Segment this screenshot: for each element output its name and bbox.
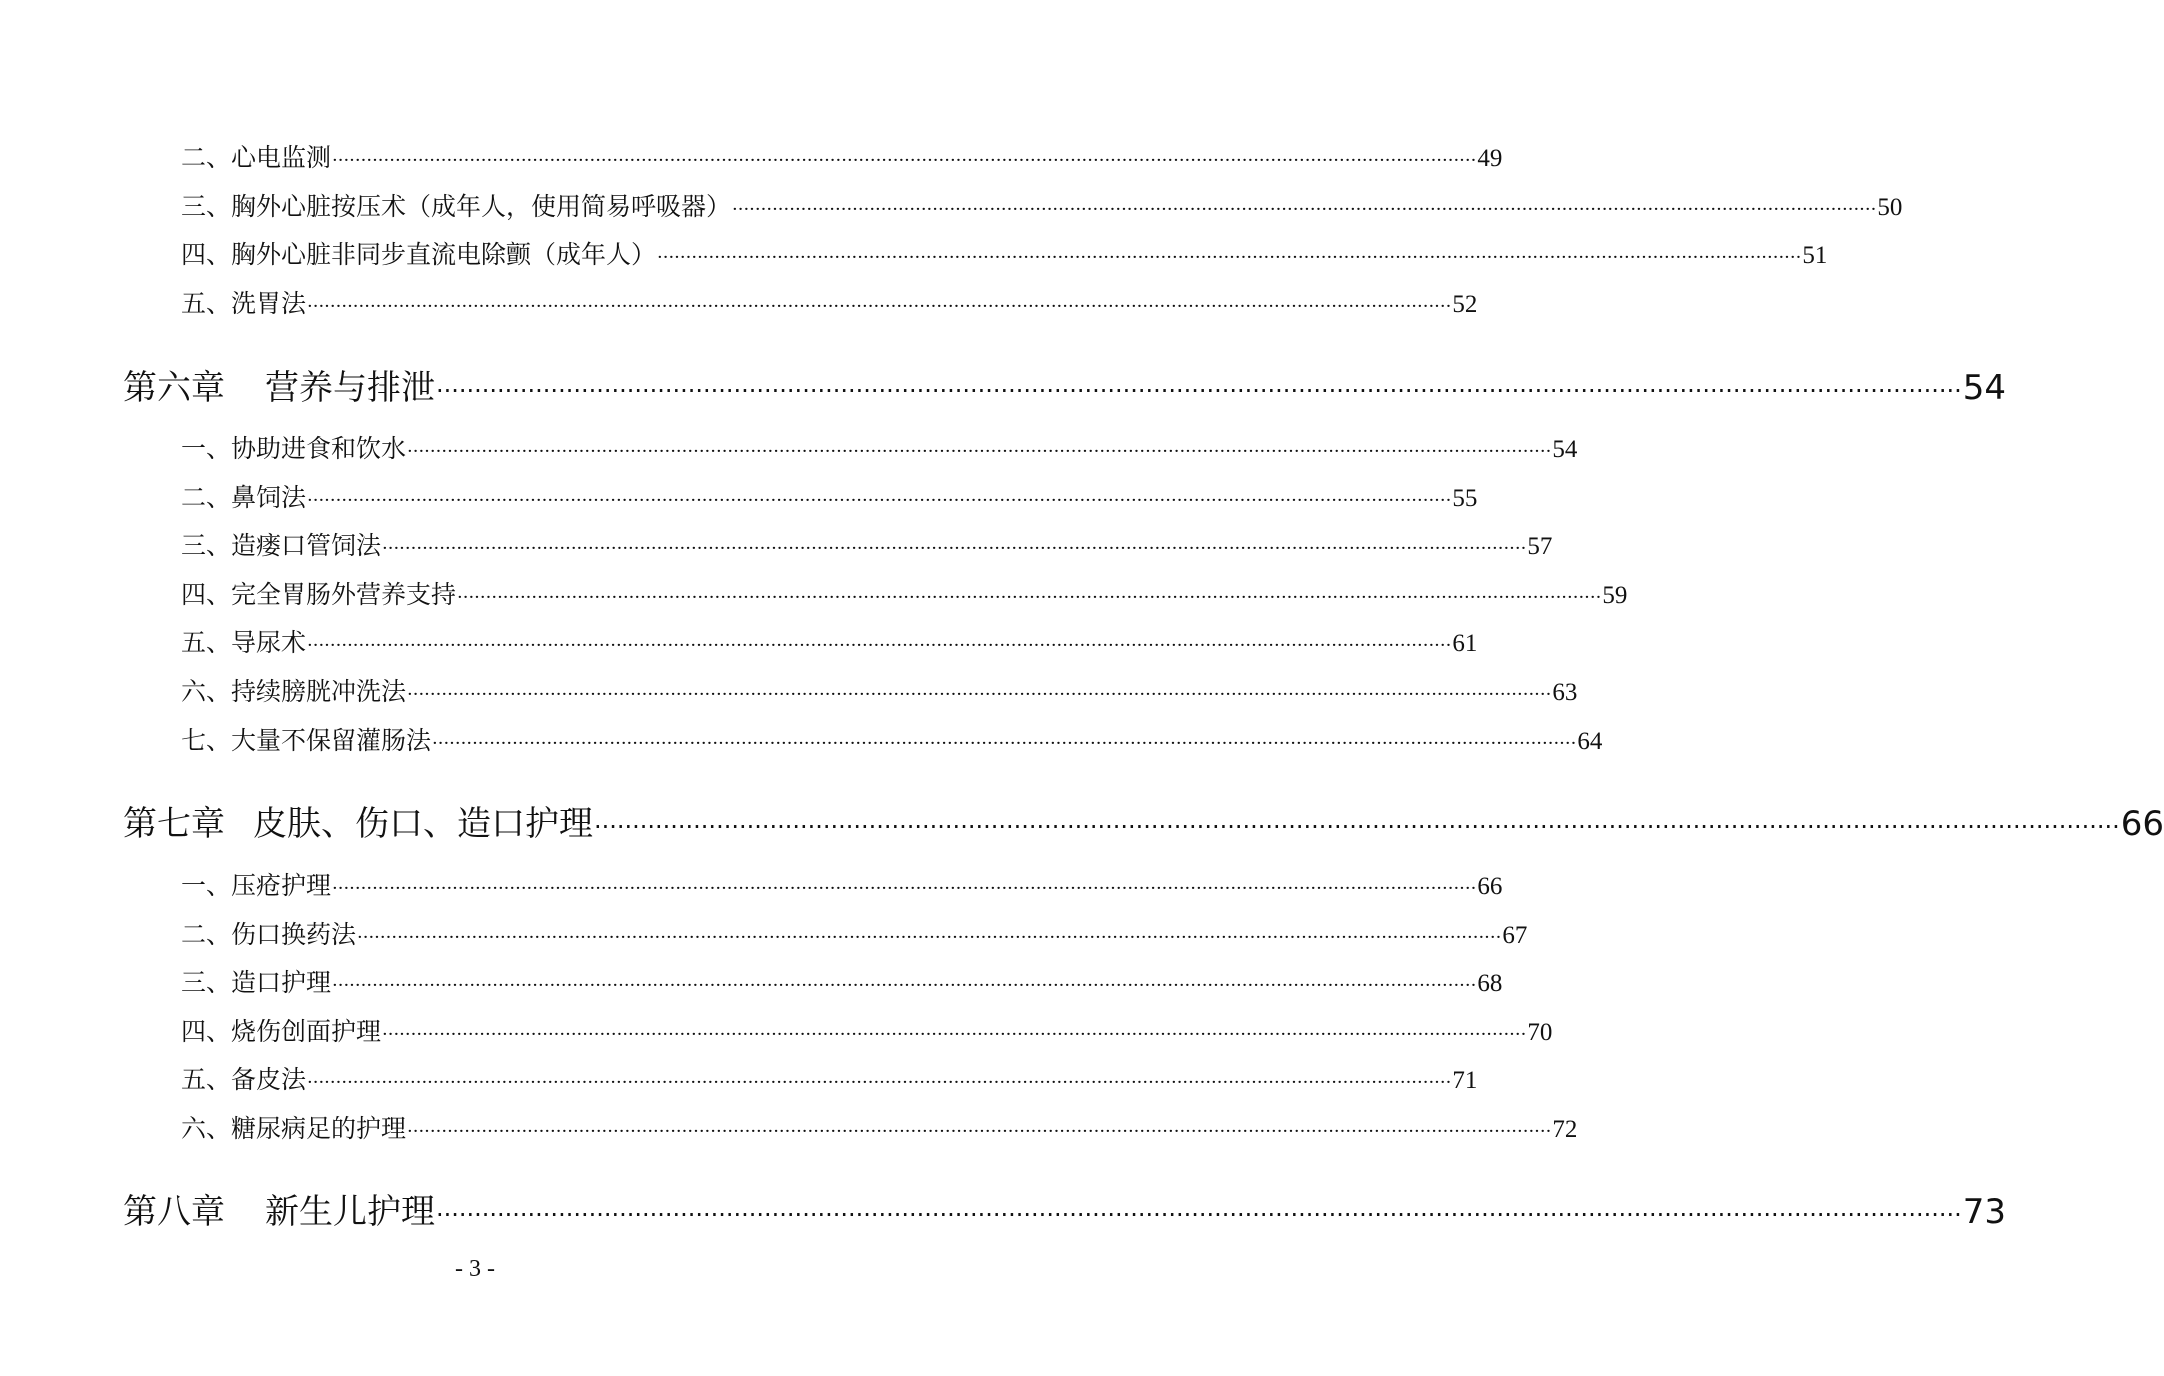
toc-entry-label: 二、心电监测 [181,143,332,172]
toc-entry-page: 51 [1802,242,1828,269]
chapter-number: 第八章 [123,1192,225,1232]
chapter-title: 营养与排泄 [265,368,435,408]
leader-dots: ········································································································································································································ [332,975,1477,996]
chapter-page: 54 [1962,368,2007,408]
leader-dots: ········································································································································································································ [332,150,1477,171]
toc-entry-page: 72 [1552,1116,1578,1143]
toc-entry-label: 五、洗胃法 [181,289,307,318]
toc-entry[interactable] [181,966,1503,1000]
toc-entry-label: 四、烧伤创面护理 [181,1017,382,1046]
toc-entry-label: 三、造瘘口管饲法 [181,531,382,560]
toc-entry-page: 54 [1552,436,1578,463]
toc-entry-page: 66 [1477,873,1503,900]
toc-entry-label: 二、鼻饲法 [181,483,307,512]
toc-entry-page: 57 [1527,533,1553,560]
leader-dots: ········································································································································································································ [436,377,1962,405]
toc-entry-page: 63 [1552,679,1578,706]
toc-entry-page: 49 [1477,145,1503,172]
toc-entry-page: 50 [1877,194,1903,221]
toc-entry-label: 五、导尿术 [181,628,307,657]
toc-entry[interactable] [181,578,1628,612]
toc-entry-page: 61 [1452,630,1478,657]
toc-entry-page: 52 [1452,291,1478,318]
leader-dots: ········································································································································································································ [732,199,1877,220]
leader-dots: ········································································································································································································ [594,813,2120,841]
toc-entry-page: 70 [1527,1019,1553,1046]
chapter-title: 皮肤、伤口、造口护理 [253,804,593,844]
toc-entry-label: 五、备皮法 [181,1065,307,1094]
toc-entry[interactable] [181,626,1478,660]
toc-entry[interactable] [181,918,1528,952]
toc-entry[interactable] [181,481,1478,515]
leader-dots: ········································································································································································································ [382,1024,1527,1045]
leader-dots: ········································································································································································································ [407,1121,1552,1142]
chapter-page: 73 [1962,1192,2007,1232]
chapter-heading[interactable] [123,801,2164,847]
leader-dots: ········································································································································································································ [307,490,1452,511]
chapter-heading[interactable] [123,1189,2007,1235]
chapter-number: 第六章 [123,368,225,408]
toc-entry-page: 55 [1452,485,1478,512]
toc-entry-page: 67 [1502,922,1528,949]
toc-entry-label: 一、协助进食和饮水 [181,434,407,463]
toc-entry-page: 71 [1452,1067,1478,1094]
chapter-number: 第七章 [123,804,225,844]
toc-entry[interactable] [181,238,1828,272]
toc-entry[interactable] [181,529,1553,563]
leader-dots: ········································································································································································································ [457,587,1602,608]
toc-entry-label: 三、造口护理 [181,968,332,997]
leader-dots: ········································································································································································································ [357,927,1502,948]
chapter-heading[interactable] [123,365,2007,411]
leader-dots: ········································································································································································································ [332,878,1477,899]
toc-entry-label: 二、伤口换药法 [181,920,357,949]
chapter-page: 66 [2120,804,2164,844]
toc-entry[interactable] [181,432,1578,466]
leader-dots: ········································································································································································································ [657,247,1802,268]
leader-dots: ········································································································································································································ [436,1201,1962,1229]
toc-entry-label: 六、持续膀胱冲洗法 [181,677,407,706]
toc-entry-label: 七、大量不保留灌肠法 [181,726,432,755]
leader-dots: ········································································································································································································ [382,538,1527,559]
toc-entry[interactable] [181,287,1478,321]
toc-entry-label: 四、胸外心脏非同步直流电除颤（成年人） [181,240,657,269]
leader-dots: ········································································································································································································ [307,1072,1452,1093]
toc-entry[interactable] [181,1063,1478,1097]
toc-entry-label: 一、压疮护理 [181,871,332,900]
toc-entry-label: 六、糖尿病足的护理 [181,1114,407,1143]
toc-entry-page: 64 [1577,728,1603,755]
leader-dots: ········································································································································································································ [407,684,1552,705]
leader-dots: ········································································································································································································ [432,733,1577,754]
toc-entry[interactable] [181,190,1903,224]
leader-dots: ········································································································································································································ [307,296,1452,317]
toc-entry[interactable] [181,1015,1553,1049]
toc-entry[interactable] [181,141,1503,175]
toc-entry[interactable] [181,869,1503,903]
toc-entry[interactable] [181,675,1578,709]
toc-entry[interactable] [181,1112,1578,1146]
toc-entry-page: 68 [1477,970,1503,997]
toc-entry-label: 三、胸外心脏按压术（成年人，使用简易呼吸器） [181,192,732,221]
toc-entry-label: 四、完全胃肠外营养支持 [181,580,457,609]
page-number-footer: - 3 - [455,1256,495,1282]
leader-dots: ········································································································································································································ [307,635,1452,656]
leader-dots: ········································································································································································································ [407,441,1552,462]
toc-entry-page: 59 [1602,582,1628,609]
toc-entry[interactable] [181,724,1603,758]
chapter-title: 新生儿护理 [265,1192,435,1232]
